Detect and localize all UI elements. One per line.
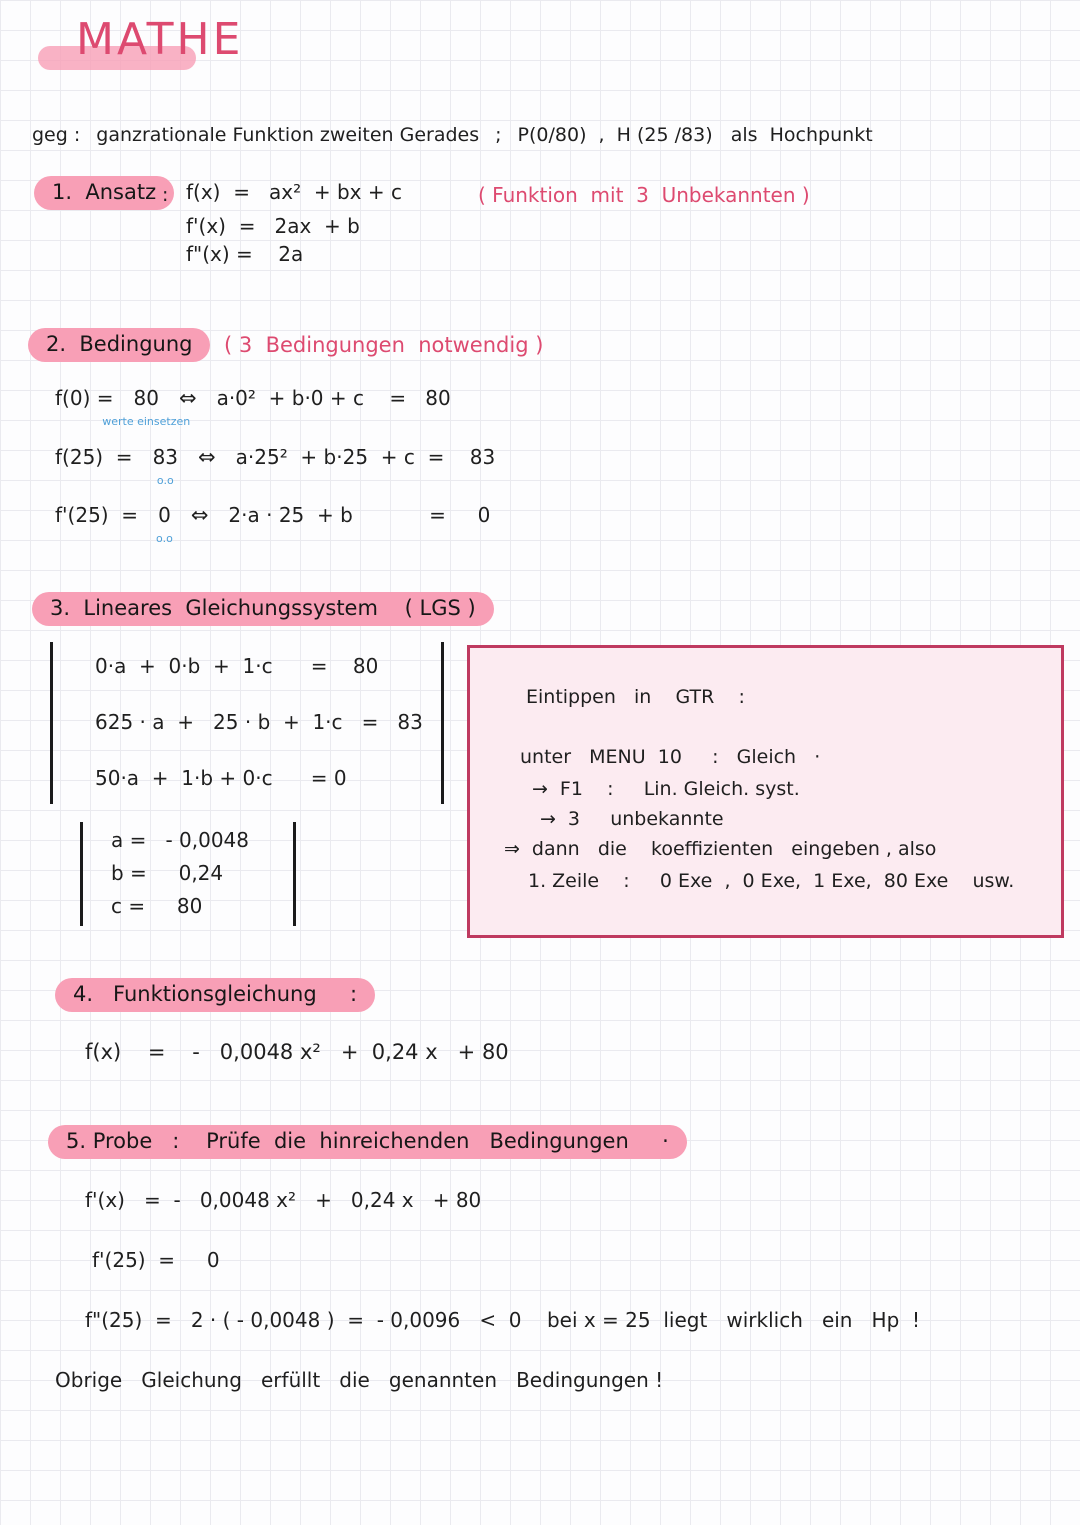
solution-block xyxy=(80,822,296,926)
condition-left: f(25) = xyxy=(55,445,133,469)
gtr-line-2-text: unter MENU 10 : Gleich · xyxy=(520,746,821,768)
condition-annotation: o.o xyxy=(156,532,173,545)
gtr-line-3-text: F1 : Lin. Gleich. syst. xyxy=(559,778,800,800)
ansatz-equation-f-prime: f'(x) = 2ax + b xyxy=(186,214,360,238)
gtr-line-1 xyxy=(526,686,745,708)
lgs-equation-3: 50·a + 1·b + 0·c = 0 xyxy=(95,766,347,790)
condition-value: 80 xyxy=(133,386,159,410)
page-title: MATHE xyxy=(76,14,244,65)
condition-right: a·25² + b·25 + c = 83 xyxy=(235,445,496,469)
given-line xyxy=(32,124,873,146)
conclusion-line: Obrige Gleichung erfüllt die genannten Bedingungen ! xyxy=(55,1368,664,1392)
solution-c: c = 80 xyxy=(111,894,203,918)
condition-value: 83 xyxy=(152,445,179,469)
section-5-heading: 5. Probe : Prüfe die hinreichenden Bedingungen · xyxy=(48,1125,687,1159)
condition-row xyxy=(55,445,496,487)
gtr-line-5 xyxy=(504,838,936,860)
condition-value-wrap xyxy=(156,503,173,545)
given-points: P(0/80) , H (25 /83) als Hochpunkt xyxy=(517,124,873,146)
gtr-line-4-text: 3 unbekannte xyxy=(567,808,724,830)
equivalence-arrow-icon: ⇔ xyxy=(178,386,197,410)
section-1-heading: 1. Ansatz xyxy=(34,176,174,210)
gtr-line-2 xyxy=(520,746,820,768)
condition-left: f(0) = xyxy=(55,386,114,410)
section-4-heading: 4. Funktionsgleichung : xyxy=(55,978,375,1012)
section-2-heading: 2. Bedingung xyxy=(28,328,210,362)
final-function-equation: f(x) = - 0,0048 x² + 0,24 x + 80 xyxy=(85,1040,509,1064)
gtr-line-6 xyxy=(528,870,1014,892)
arrow-right-icon: → xyxy=(532,778,548,800)
probe-equation-f-double-prime-25: f"(25) = 2 · ( - 0,0048 ) = - 0,0096 < 0 bei x = 25 liegt wirklich ein Hp ! xyxy=(85,1308,921,1332)
condition-value-wrap xyxy=(152,445,179,487)
linear-system-block xyxy=(50,642,444,804)
probe-equation-f-prime-25: f'(25) = 0 xyxy=(92,1248,220,1272)
given-text: ganzrationale Funktion zweiten Gerades xyxy=(96,124,480,146)
condition-right: 2·a · 25 + b = 0 xyxy=(228,503,491,527)
page-title-wrap xyxy=(76,14,243,65)
gtr-line-4 xyxy=(540,808,724,830)
section-3-heading: 3. Lineares Gleichungssystem ( LGS ) xyxy=(32,592,494,626)
given-separator: ; xyxy=(495,124,502,146)
equivalence-arrow-icon: ⇔ xyxy=(190,503,209,527)
gtr-line-3 xyxy=(532,778,800,800)
condition-value: 0 xyxy=(158,503,171,527)
ansatz-equation-f-double-prime: f"(x) = 2a xyxy=(186,242,304,266)
condition-row xyxy=(55,386,451,428)
condition-row xyxy=(55,503,491,545)
gtr-hint-box xyxy=(467,645,1064,938)
gtr-line-1-text: Eintippen in GTR : xyxy=(526,686,745,708)
ansatz-note: ( Funktion mit 3 Unbekannten ) xyxy=(478,183,810,207)
probe-equation-f-prime: f'(x) = - 0,0048 x² + 0,24 x + 80 xyxy=(85,1188,482,1212)
double-arrow-icon: ⇒ xyxy=(504,838,520,860)
bedingungen-note: ( 3 Bedingungen notwendig ) xyxy=(224,333,544,357)
condition-value-wrap xyxy=(102,386,191,428)
equivalence-arrow-icon: ⇔ xyxy=(198,445,216,469)
gtr-line-6-text: 1. Zeile : 0 Exe , 0 Exe, 1 Exe, 80 Exe usw. xyxy=(528,870,1015,892)
lgs-equation-2: 625 · a + 25 · b + 1·c = 83 xyxy=(95,710,423,734)
condition-left: f'(25) = xyxy=(55,503,139,527)
solution-b: b = 0,24 xyxy=(111,861,224,885)
section-1-colon: : xyxy=(162,184,169,206)
condition-annotation: o.o xyxy=(156,474,174,487)
solution-a: a = - 0,0048 xyxy=(111,828,249,852)
gtr-line-5-text: dann die koeffizienten eingeben , also xyxy=(531,838,937,860)
arrow-right-icon: → xyxy=(540,808,556,830)
lgs-equation-1: 0·a + 0·b + 1·c = 80 xyxy=(95,654,379,678)
condition-right: a·0² + b·0 + c = 80 xyxy=(216,386,451,410)
given-label: geg : xyxy=(32,124,81,146)
ansatz-equation-fx: f(x) = ax² + bx + c xyxy=(186,180,402,204)
condition-annotation: werte einsetzen xyxy=(102,415,191,428)
